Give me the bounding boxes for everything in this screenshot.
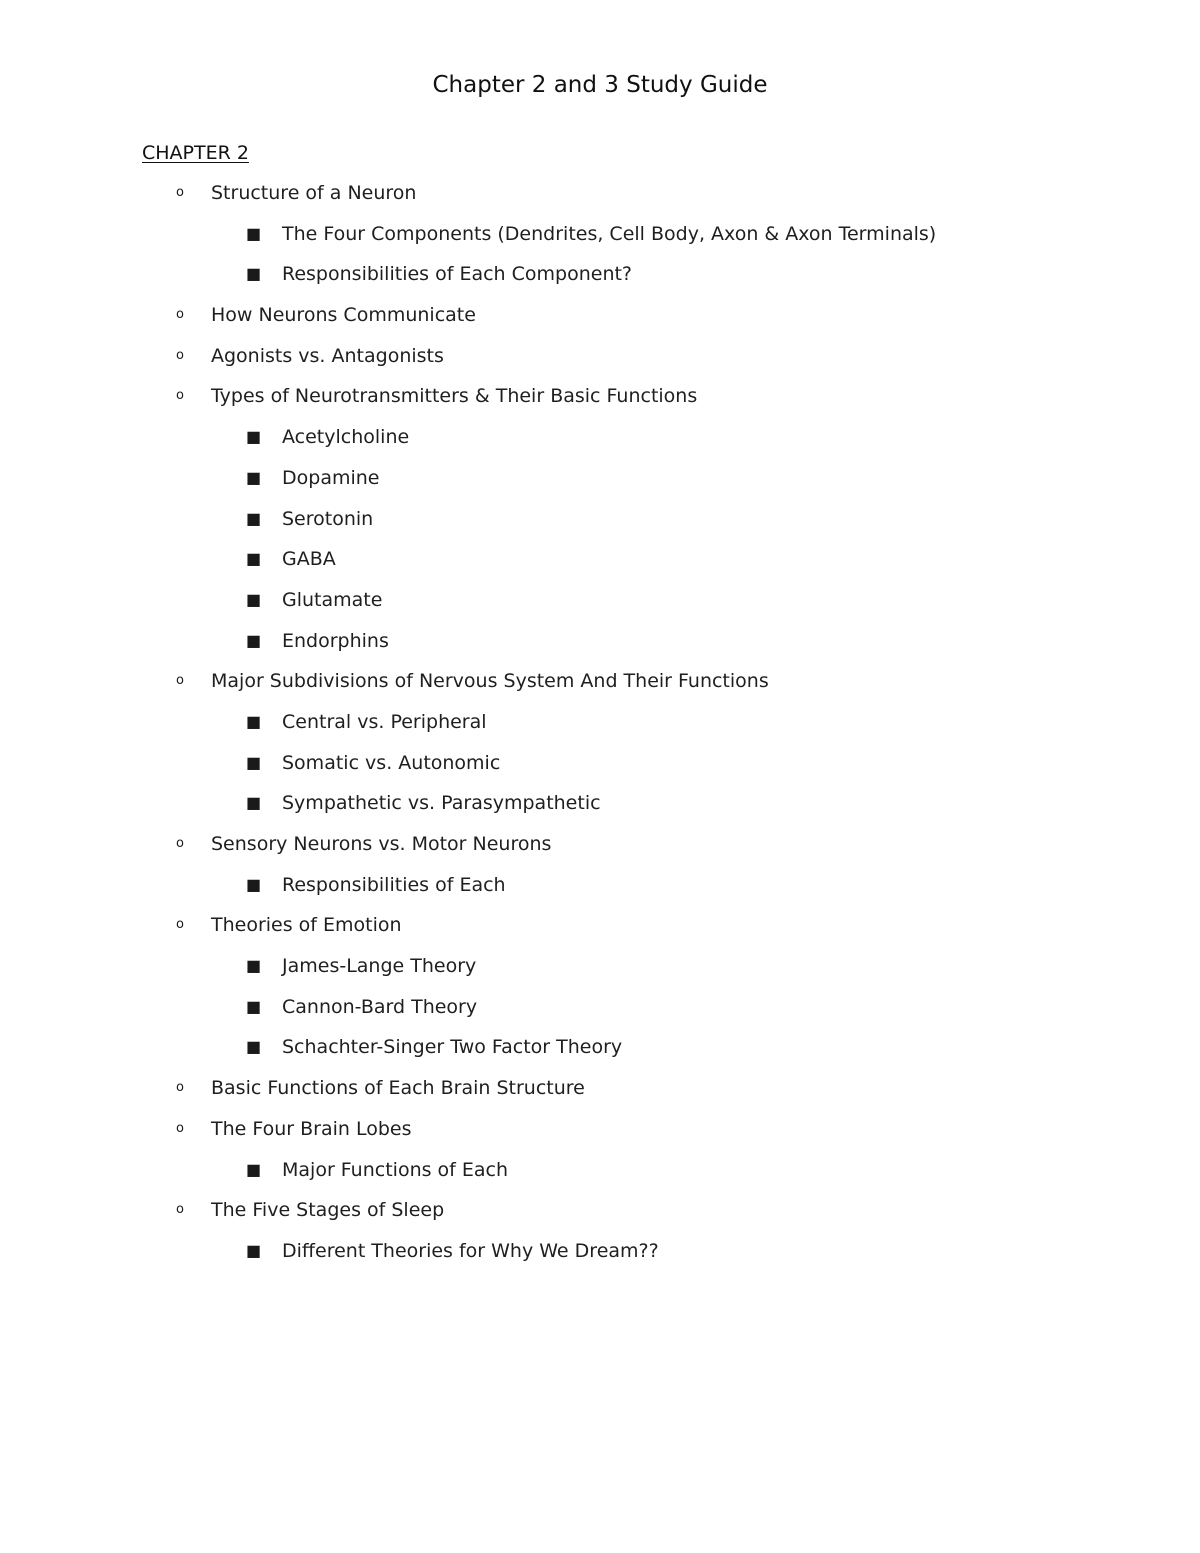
outline-subitem bbox=[0, 458, 1200, 499]
outline-item bbox=[0, 173, 1200, 214]
outline-item bbox=[0, 376, 1200, 417]
square-bullet-icon: ■ bbox=[246, 996, 262, 1016]
hollow-bullet-icon: o bbox=[176, 673, 184, 689]
outline-subitem bbox=[0, 1150, 1200, 1191]
section-heading: CHAPTER 2 bbox=[142, 142, 249, 164]
outline-subitem-text: Different Theories for Why We Dream?? bbox=[282, 1239, 659, 1262]
outline-item-text: Structure of a Neuron bbox=[211, 182, 417, 204]
outline-subitem-text: GABA bbox=[282, 548, 336, 571]
hollow-bullet-icon: o bbox=[176, 388, 184, 404]
outline-subitem-text: Responsibilities of Each Component? bbox=[282, 263, 633, 286]
outline-item-text: Major Subdivisions of Nervous System And Their Functions bbox=[211, 670, 769, 693]
outline-subitem bbox=[0, 254, 1200, 295]
hollow-bullet-icon: o bbox=[176, 185, 184, 200]
outline-subitem bbox=[0, 783, 1200, 824]
hollow-bullet-icon: o bbox=[176, 1120, 184, 1136]
outline-subitem bbox=[0, 987, 1200, 1028]
study-outline bbox=[0, 173, 1200, 1272]
outline-item-text: Theories of Emotion bbox=[211, 914, 402, 937]
outline-item-text: Agonists vs. Antagonists bbox=[211, 344, 444, 367]
outline-subitem-text: Somatic vs. Autonomic bbox=[282, 751, 501, 774]
outline-subitem-text: Glutamate bbox=[282, 588, 383, 611]
outline-item bbox=[0, 824, 1200, 865]
square-bullet-icon: ■ bbox=[246, 508, 262, 528]
hollow-bullet-icon: o bbox=[176, 917, 184, 933]
outline-subitem bbox=[0, 1027, 1200, 1068]
hollow-bullet-icon: o bbox=[176, 347, 184, 363]
square-bullet-icon: ■ bbox=[246, 427, 262, 447]
outline-subitem-text: Major Functions of Each bbox=[282, 1158, 509, 1181]
outline-subitem bbox=[0, 214, 1200, 255]
square-bullet-icon: ■ bbox=[246, 549, 262, 569]
outline-subitem-text: Cannon-Bard Theory bbox=[282, 995, 478, 1018]
square-bullet-icon: ■ bbox=[246, 589, 262, 609]
square-bullet-icon: ■ bbox=[246, 630, 262, 650]
outline-item bbox=[0, 1109, 1200, 1150]
square-bullet-icon: ■ bbox=[246, 223, 262, 243]
outline-subitem bbox=[0, 1231, 1200, 1272]
outline-item bbox=[0, 1190, 1200, 1231]
outline-subitem-text: Central vs. Peripheral bbox=[282, 710, 487, 733]
outline-subitem bbox=[0, 580, 1200, 621]
hollow-bullet-icon: o bbox=[176, 307, 184, 323]
square-bullet-icon: ■ bbox=[246, 1159, 262, 1179]
square-bullet-icon: ■ bbox=[246, 1240, 262, 1260]
hollow-bullet-icon: o bbox=[176, 836, 184, 851]
outline-subitem-text: Schachter-Singer Two Factor Theory bbox=[282, 1036, 623, 1059]
square-bullet-icon: ■ bbox=[246, 874, 262, 894]
document-title: Chapter 2 and 3 Study Guide bbox=[432, 72, 768, 98]
outline-subitem bbox=[0, 946, 1200, 987]
outline-item bbox=[0, 661, 1200, 702]
square-bullet-icon: ■ bbox=[246, 711, 262, 731]
outline-subitem-text: Responsibilities of Each bbox=[282, 873, 506, 896]
outline-subitem bbox=[0, 865, 1200, 906]
outline-subitem bbox=[0, 539, 1200, 580]
outline-subitem-text: Dopamine bbox=[282, 466, 380, 489]
outline-item bbox=[0, 1068, 1200, 1109]
outline-subitem bbox=[0, 499, 1200, 540]
outline-item bbox=[0, 905, 1200, 946]
square-bullet-icon: ■ bbox=[246, 793, 262, 813]
square-bullet-icon: ■ bbox=[246, 752, 262, 772]
outline-item-text: The Four Brain Lobes bbox=[211, 1117, 412, 1140]
outline-subitem-text: James-Lange Theory bbox=[282, 955, 477, 978]
outline-subitem-text: Acetylcholine bbox=[282, 426, 410, 449]
outline-subitem-text: The Four Components (Dendrites, Cell Body, Axon & Axon Terminals) bbox=[282, 222, 937, 245]
outline-subitem bbox=[0, 621, 1200, 662]
outline-item bbox=[0, 336, 1200, 377]
outline-subitem-text: Sympathetic vs. Parasympathetic bbox=[282, 792, 601, 815]
square-bullet-icon: ■ bbox=[246, 467, 262, 487]
hollow-bullet-icon: o bbox=[176, 1080, 184, 1096]
outline-item bbox=[0, 295, 1200, 336]
outline-item-text: Sensory Neurons vs. Motor Neurons bbox=[211, 833, 552, 855]
outline-item-text: Types of Neurotransmitters & Their Basic Functions bbox=[211, 385, 698, 408]
outline-subitem-text: Serotonin bbox=[282, 507, 374, 530]
square-bullet-icon: ■ bbox=[246, 1037, 262, 1057]
outline-subitem bbox=[0, 702, 1200, 743]
outline-subitem bbox=[0, 417, 1200, 458]
outline-item-text: Basic Functions of Each Brain Structure bbox=[211, 1077, 585, 1100]
square-bullet-icon: ■ bbox=[246, 264, 262, 284]
square-bullet-icon: ■ bbox=[246, 956, 262, 976]
hollow-bullet-icon: o bbox=[176, 1202, 184, 1218]
outline-subitem-text: Endorphins bbox=[282, 629, 389, 652]
outline-subitem bbox=[0, 743, 1200, 784]
outline-item-text: How Neurons Communicate bbox=[211, 304, 476, 327]
outline-item-text: The Five Stages of Sleep bbox=[211, 1199, 445, 1222]
